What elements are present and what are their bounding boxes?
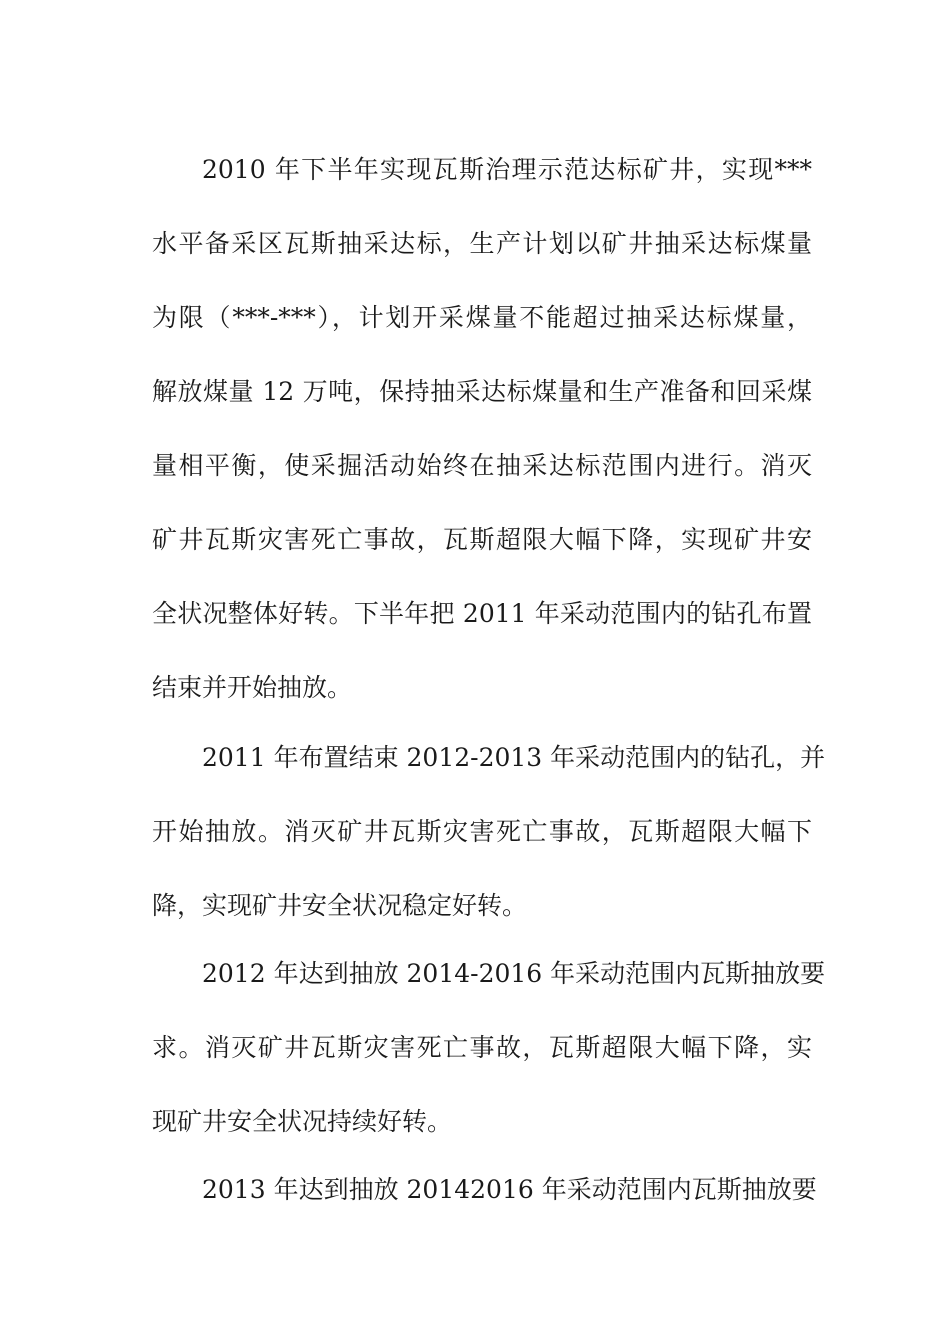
text-line: 为限（***-***），计划开采煤量不能超过抽采达标煤量， [152, 303, 812, 332]
text-line: 矿井瓦斯灾害死亡事故，瓦斯超限大幅下降，实现矿井安 [152, 525, 812, 554]
text-line: 2011 年布置结束 2012-2013 年采动范围内的钻孔，并 [202, 743, 826, 772]
text-line: 求。消灭矿井瓦斯灾害死亡事故，瓦斯超限大幅下降，实 [152, 1033, 812, 1062]
text-line: 量相平衡，使采掘活动始终在抽采达标范围内进行。消灭 [152, 451, 812, 480]
text-line: 2010 年下半年实现瓦斯治理示范达标矿井，实现*** [202, 155, 812, 184]
text-line: 水平备采区瓦斯抽采达标，生产计划以矿井抽采达标煤量 [152, 229, 812, 258]
text-line: 开始抽放。消灭矿井瓦斯灾害死亡事故，瓦斯超限大幅下 [152, 817, 812, 846]
text-line: 解放煤量 12 万吨，保持抽采达标煤量和生产准备和回采煤 [152, 377, 812, 406]
text-line: 2012 年达到抽放 2014-2016 年采动范围内瓦斯抽放要 [202, 959, 826, 988]
text-line: 2013 年达到抽放 20142016 年采动范围内瓦斯抽放要 [202, 1175, 817, 1204]
text-line: 结束并开始抽放。 [152, 673, 353, 702]
text-line: 全状况整体好转。下半年把 2011 年采动范围内的钻孔布置 [152, 599, 812, 628]
text-line: 现矿井安全状况持续好转。 [152, 1107, 453, 1136]
text-line: 降，实现矿井安全状况稳定好转。 [152, 891, 528, 920]
